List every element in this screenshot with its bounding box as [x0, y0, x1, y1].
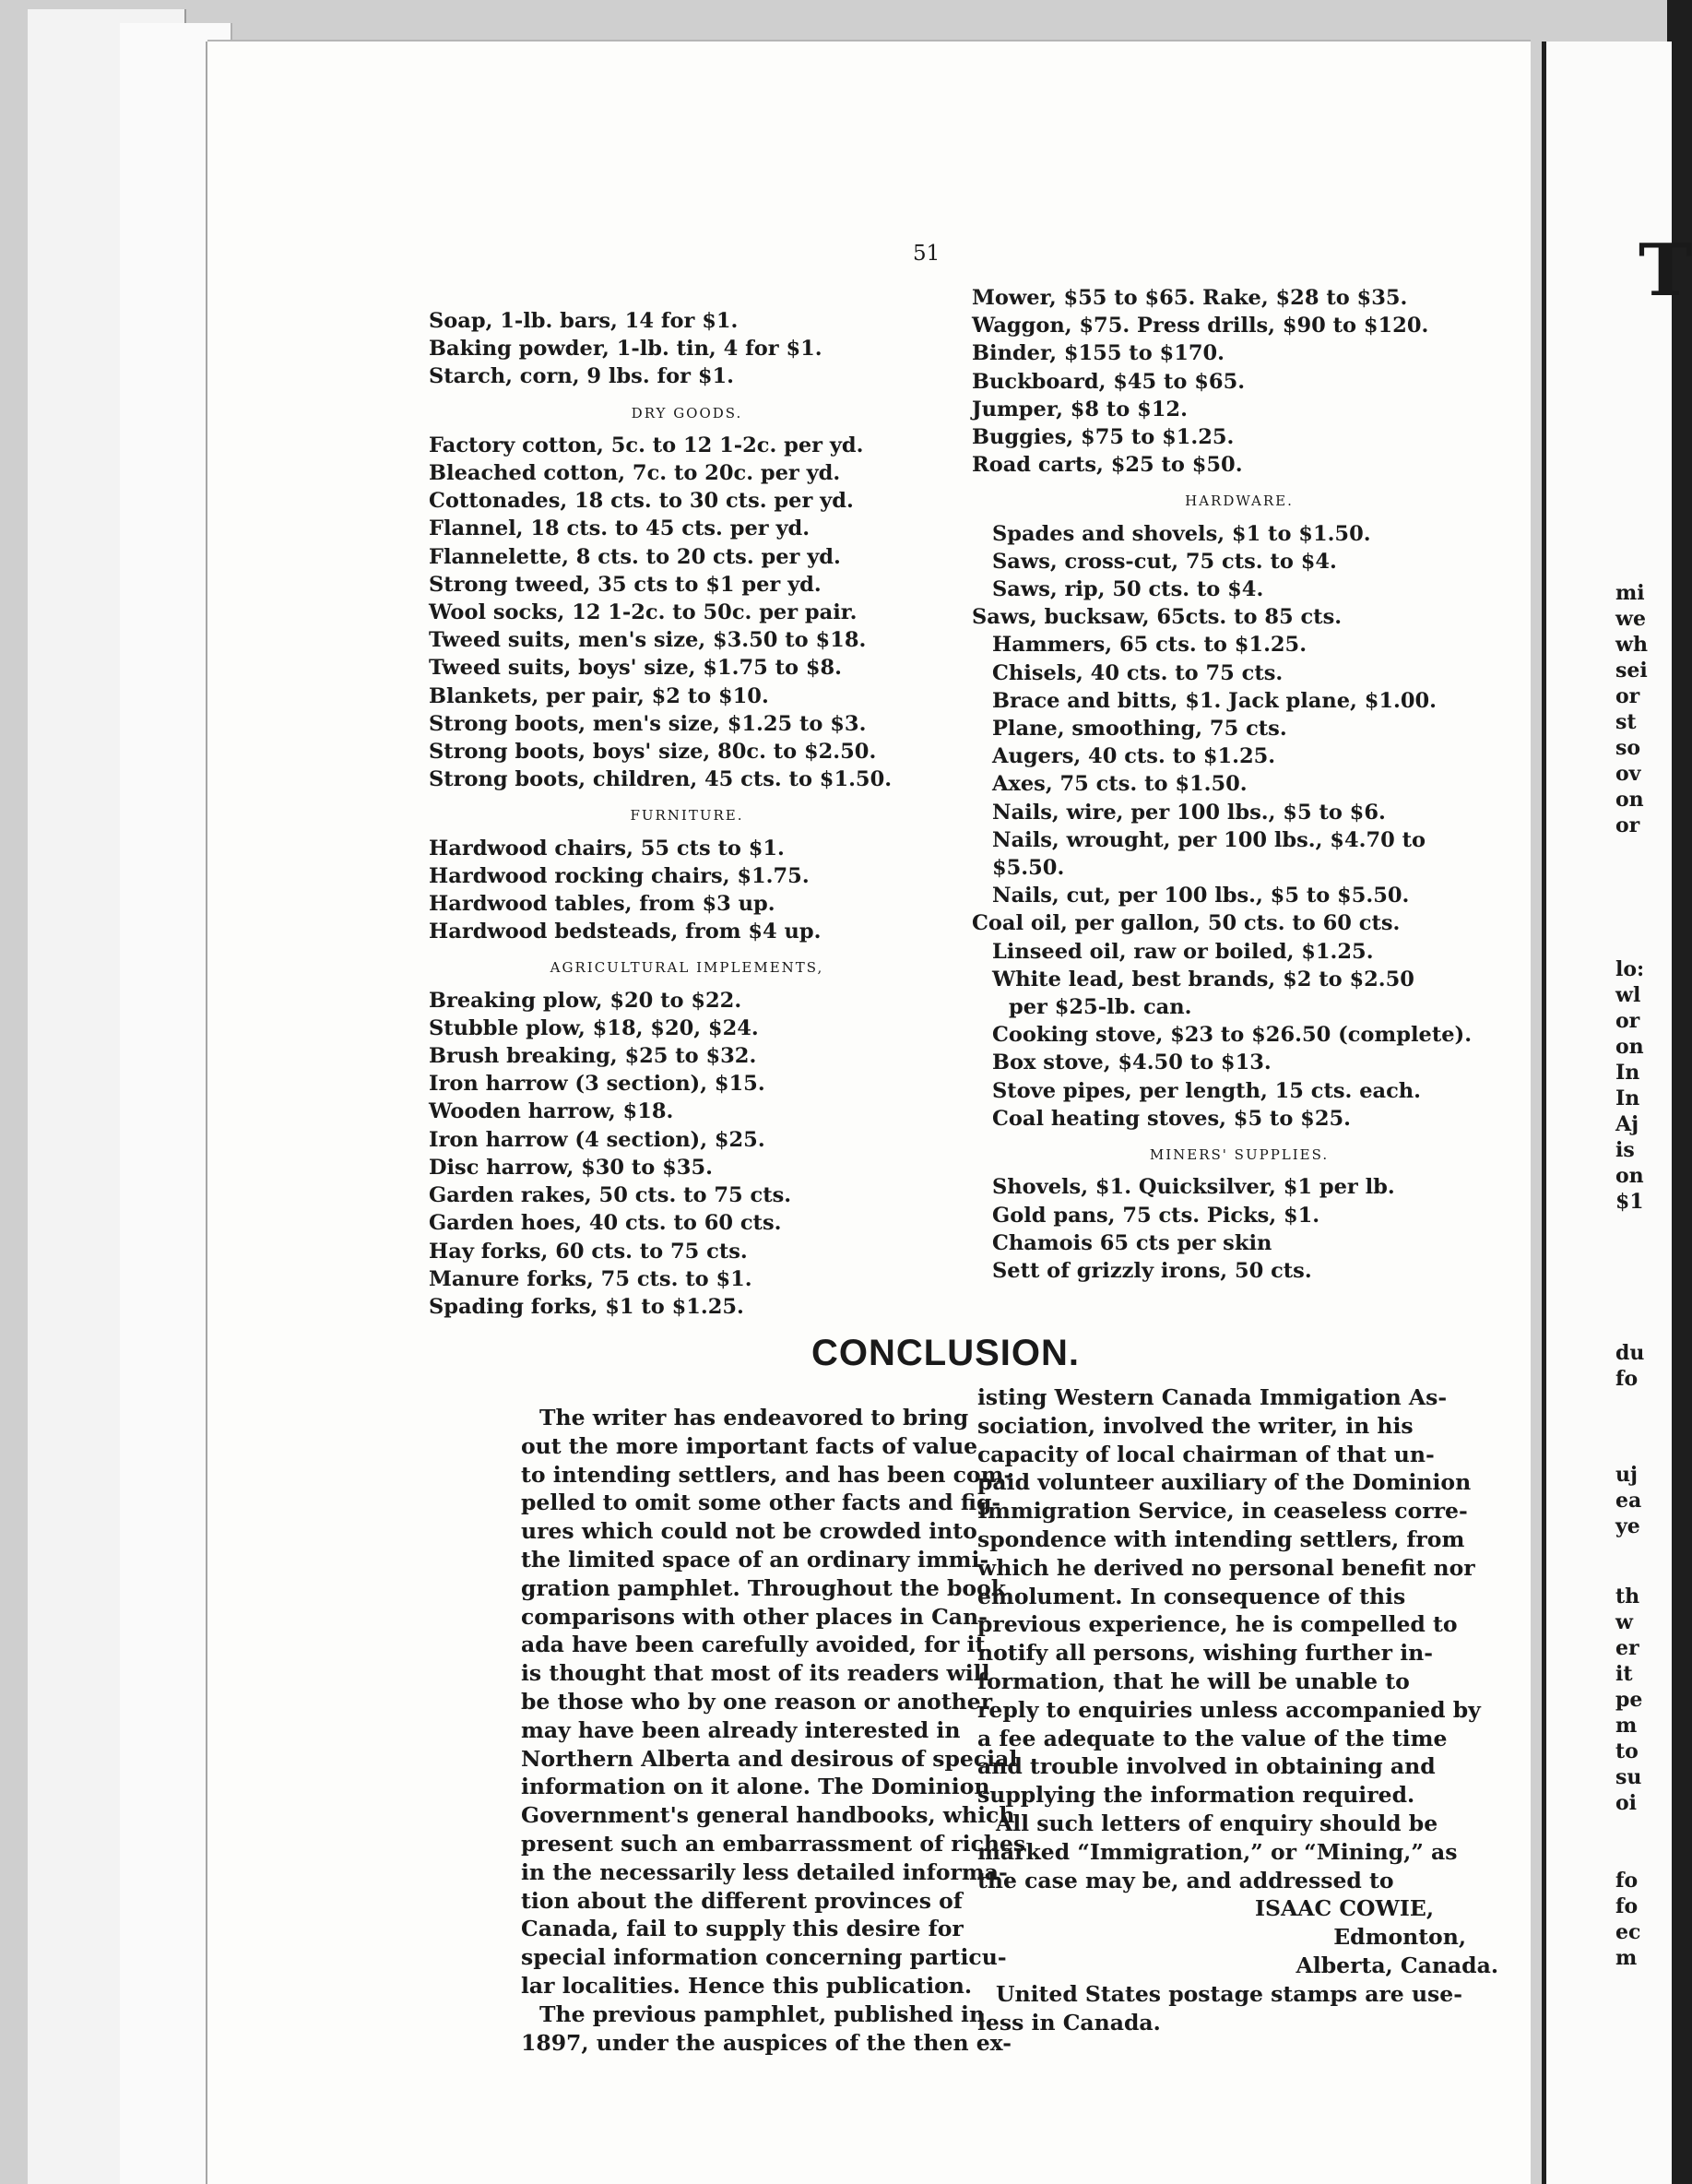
section-heading-miners-supplies: MINERS' SUPPLIES. [1149, 1146, 1330, 1164]
adjacent-page-text-fragment: m [1615, 1946, 1638, 1970]
adjacent-page-text-fragment: so [1615, 736, 1641, 760]
section-heading-hardware: HARDWARE. [1185, 493, 1294, 510]
list-item: Saws, rip, 50 cts. to $4. [992, 577, 1264, 602]
signature-name: ISAAC COWIE, [1255, 1895, 1434, 1922]
text-line: is thought that most of its readers will [521, 1660, 990, 1687]
list-item: Spades and shovels, $1 to $1.50. [992, 521, 1371, 546]
list-item: Linseed oil, raw or boiled, $1.25. [992, 939, 1374, 964]
list-item: Manure forks, 75 cts. to $1. [429, 1266, 752, 1291]
text-line: the limited space of an ordinary immi- [521, 1546, 989, 1573]
list-item: Shovels, $1. Quicksilver, $1 per lb. [992, 1175, 1395, 1200]
list-item: Baking powder, 1-lb. tin, 4 for $1. [429, 337, 822, 362]
text-line: present such an embarrassment of riches [521, 1830, 1026, 1857]
list-item: Gold pans, 75 cts. Picks, $1. [992, 1203, 1320, 1228]
list-item: Bleached cotton, 7c. to 20c. per yd. [429, 461, 841, 486]
list-item: Flannel, 18 cts. to 45 cts. per yd. [429, 516, 811, 541]
list-item: Cottonades, 18 cts. to 30 cts. per yd. [429, 489, 854, 514]
text-line: may have been already interested in [521, 1716, 961, 1743]
text-line: be those who by one reason or another [521, 1688, 993, 1715]
text-line: Northern Alberta and desirous of special [521, 1745, 1018, 1772]
text-line: emolument. In consequence of this [977, 1583, 1406, 1609]
text-line: paid volunteer auxiliary of the Dominion [977, 1469, 1472, 1496]
list-item: Flannelette, 8 cts. to 20 cts. per yd. [429, 544, 841, 569]
text-line: the case may be, and addressed to [977, 1867, 1394, 1893]
list-item: Starch, corn, 9 lbs. for $1. [429, 364, 735, 389]
conclusion-left-column [521, 1404, 1026, 2057]
list-item: Nails, wrought, per 100 lbs., $4.70 to [992, 827, 1426, 852]
adjacent-page-text-fragment: er [1615, 1636, 1639, 1660]
text-line: to intending settlers, and has been com- [521, 1461, 1013, 1488]
text-line: The writer has endeavored to bring [539, 1405, 969, 1430]
adjacent-page-text-fragment: on [1615, 1164, 1644, 1188]
text-line: lar localities. Hence this publication. [521, 1972, 973, 1999]
list-item: Spading forks, $1 to $1.25. [429, 1294, 744, 1319]
text-line: supplying the information required. [977, 1782, 1415, 1809]
adjacent-page-text-fragment: mi [1615, 581, 1645, 605]
list-item: Strong tweed, 35 cts to $1 per yd. [429, 572, 822, 597]
list-item: Blankets, per pair, $2 to $10. [429, 683, 769, 708]
list-item: Road carts, $25 to $50. [972, 453, 1243, 478]
adjacent-page-text-fragment: m [1615, 1714, 1638, 1738]
adjacent-page-text-fragment: ov [1615, 762, 1641, 786]
text-line: tion about the different provinces of [521, 1887, 963, 1914]
text-line: information on it alone. The Dominion [521, 1774, 990, 1800]
list-item: Nails, wire, per 100 lbs., $5 to $6. [992, 800, 1386, 825]
text-line: reply to enquiries unless accompanied by [977, 1696, 1481, 1723]
text-line: spondence with intending settlers, from [977, 1525, 1465, 1552]
adjacent-page-text-fragment: du [1615, 1341, 1645, 1365]
list-item: Iron harrow (3 section), $15. [429, 1072, 765, 1097]
list-item: Sett of grizzly irons, 50 cts. [992, 1258, 1312, 1283]
list-item: Factory cotton, 5c. to 12 1-2c. per yd. [429, 433, 864, 457]
text-line: and trouble involved in obtaining and [977, 1753, 1436, 1780]
text-line: sociation, involved the writer, in his [977, 1412, 1414, 1439]
list-item: Buckboard, $45 to $65. [972, 369, 1246, 394]
list-item: Hardwood rocking chairs, $1.75. [429, 863, 810, 888]
list-item: Buggies, $75 to $1.25. [972, 425, 1235, 450]
list-item: Plane, smoothing, 75 cts. [992, 717, 1287, 742]
list-item: Strong boots, boys' size, 80c. to $2.50. [429, 740, 877, 765]
adjacent-page-text-fragment: to [1615, 1739, 1639, 1763]
list-item: Hammers, 65 cts. to $1.25. [992, 633, 1307, 658]
adjacent-page-text-fragment: th [1615, 1585, 1640, 1608]
list-item: Garden rakes, 50 cts. to 75 cts. [429, 1183, 792, 1208]
list-item: White lead, best brands, $2 to $2.50 [992, 967, 1414, 991]
list-item: Coal heating stoves, $5 to $25. [992, 1106, 1351, 1131]
text-line: out the more important facts of value [521, 1432, 978, 1459]
adjacent-page-text-fragment: fo [1615, 1869, 1639, 1893]
list-item: Strong boots, men's size, $1.25 to $3. [429, 711, 867, 736]
adjacent-page-text-fragment: or [1615, 684, 1640, 708]
conclusion-right-column [977, 1383, 1498, 2036]
list-item: Stove pipes, per length, 15 cts. each. [992, 1078, 1421, 1103]
list-item: Brush breaking, $25 to $32. [429, 1044, 757, 1069]
section-heading-dry-goods: DRY GOODS. [631, 404, 743, 421]
adjacent-page-text-fragment: is [1615, 1138, 1635, 1162]
text-line: Immigration Service, in ceaseless corre- [977, 1498, 1468, 1525]
postscript-line: United States postage stamps are use- [996, 1980, 1462, 2007]
adjacent-page-text-fragment: ec [1615, 1920, 1641, 1944]
list-item: Hardwood tables, from $3 up. [429, 892, 775, 917]
list-item: Binder, $155 to $170. [972, 341, 1225, 366]
text-line: ures which could not be crowded into [521, 1518, 977, 1545]
list-item: Cooking stove, $23 to $26.50 (complete). [992, 1023, 1473, 1048]
text-line: formation, that he will be unable to [977, 1668, 1410, 1694]
text-line: 1897, under the auspices of the then ex- [521, 2029, 1012, 2056]
adjacent-page-text-fragment: In [1615, 1061, 1640, 1085]
text-line: Government's general handbooks, which [521, 1802, 1015, 1829]
adjacent-page-text-fragment: on [1615, 788, 1644, 812]
adjacent-page-text-fragment: $1 [1615, 1190, 1644, 1214]
list-item: Chisels, 40 cts. to 75 cts. [992, 660, 1284, 685]
list-item: Box stove, $4.50 to $13. [992, 1050, 1272, 1075]
text-line: gration pamphlet. Throughout the book [521, 1574, 1007, 1601]
list-item: Hay forks, 60 cts. to 75 cts. [429, 1239, 748, 1264]
right-price-column [972, 284, 1507, 1285]
list-item: Tweed suits, men's size, $3.50 to $18. [429, 628, 867, 653]
text-line: in the necessarily less detailed informa- [521, 1858, 1008, 1885]
adjacent-page-text-fragment: uj [1615, 1463, 1638, 1487]
signature-city: Edmonton, [1333, 1924, 1466, 1951]
list-item: Hardwood bedsteads, from $4 up. [429, 920, 822, 944]
list-item: Augers, 40 cts. to $1.25. [992, 744, 1276, 769]
list-item: Soap, 1-lb. bars, 14 for $1. [429, 309, 739, 333]
text-line: isting Western Canada Immigation As- [977, 1384, 1448, 1410]
conclusion-heading: CONCLUSION. [811, 1333, 1080, 1373]
list-item: Iron harrow (4 section), $25. [429, 1127, 765, 1152]
section-heading-furniture: FURNITURE. [630, 807, 744, 825]
adjacent-page-text-fragment: it [1615, 1662, 1633, 1686]
text-line: ada have been carefully avoided, for it [521, 1632, 986, 1658]
adjacent-page-text-fragment: on [1615, 1035, 1644, 1059]
signature-province: Alberta, Canada. [1296, 1952, 1498, 1978]
list-item: Chamois 65 cts per skin [992, 1230, 1272, 1255]
adjacent-page-text-fragment: ye [1615, 1514, 1640, 1538]
list-item: Coal oil, per gallon, 50 cts. to 60 cts. [972, 911, 1401, 936]
list-item: Breaking plow, $20 to $22. [429, 988, 742, 1013]
adjacent-page-text-fragment: or [1615, 1009, 1640, 1033]
list-item: Jumper, $8 to $12. [972, 397, 1188, 421]
adjacent-page-text-fragment: w [1615, 1610, 1633, 1634]
list-item: Saws, cross-cut, 75 cts. to $4. [992, 549, 1337, 574]
adjacent-page-text-fragment: su [1615, 1765, 1642, 1789]
adjacent-page-text-fragment: we [1615, 607, 1646, 631]
adjacent-page-text-fragment: fo [1615, 1894, 1639, 1918]
text-line: which he derived no personal benefit nor [977, 1554, 1475, 1581]
text-line: previous experience, he is compelled to [977, 1611, 1458, 1638]
text-line: Canada, fail to supply this desire for [521, 1916, 964, 1942]
adjacent-page-text-fragment: Aj [1615, 1112, 1639, 1136]
list-item: Nails, cut, per 100 lbs., $5 to $5.50. [992, 884, 1410, 908]
text-line: All such letters of enquiry should be [996, 1810, 1438, 1836]
adjacent-page [1542, 42, 1692, 2184]
section-heading-agricultural: AGRICULTURAL IMPLEMENTS, [550, 959, 824, 977]
list-item: Hardwood chairs, 55 cts to $1. [429, 836, 785, 861]
adjacent-page-text-fragment: pe [1615, 1688, 1643, 1712]
text-line: notify all persons, wishing further in- [977, 1640, 1433, 1667]
adjacent-page-text-fragment: oi [1615, 1791, 1638, 1815]
left-price-column [429, 307, 945, 1321]
adjacent-page-text-fragment: wl [1615, 983, 1641, 1007]
adjacent-page-initial: T [1639, 229, 1692, 313]
list-item: Saws, bucksaw, 65cts. to 85 cts. [972, 605, 1343, 630]
text-line: capacity of local chairman of that un- [977, 1441, 1435, 1467]
adjacent-page-text-fragment: or [1615, 813, 1640, 837]
page-number: 51 [913, 242, 941, 266]
list-item: Axes, 75 cts. to $1.50. [992, 772, 1248, 797]
adjacent-page-text-fragment: lo: [1615, 957, 1645, 981]
list-item: Strong boots, children, 45 cts. to $1.50. [429, 767, 893, 792]
list-item: Mower, $55 to $65. Rake, $28 to $35. [972, 286, 1408, 310]
list-item: Stubble plow, $18, $20, $24. [429, 1015, 759, 1040]
list-item: Disc harrow, $30 to $35. [429, 1155, 713, 1180]
postscript-line: less in Canada. [977, 2009, 1161, 2036]
adjacent-page-text-fragment: sei [1615, 659, 1648, 682]
text-line: The previous pamphlet, published in [539, 2000, 986, 2027]
adjacent-page-text-fragment: ea [1615, 1489, 1642, 1513]
text-line: pelled to omit some other facts and fig- [521, 1490, 1001, 1516]
list-item: Wool socks, 12 1-2c. to 50c. per pair. [429, 600, 858, 625]
list-item: Brace and bitts, $1. Jack plane, $1.00. [992, 688, 1438, 713]
list-item: Wooden harrow, $18. [429, 1099, 674, 1124]
adjacent-page-text-fragment: wh [1615, 633, 1648, 657]
list-item: Garden hoes, 40 cts. to 60 cts. [429, 1211, 782, 1236]
adjacent-page-text-fragment: In [1615, 1086, 1640, 1110]
list-item: $5.50. [992, 856, 1065, 881]
list-item: Waggon, $75. Press drills, $90 to $120. [972, 314, 1429, 338]
text-line: marked “Immigration,” or “Mining,” as [977, 1838, 1458, 1865]
adjacent-page-text-fragment: fo [1615, 1367, 1639, 1391]
list-item: per $25-lb. can. [1009, 995, 1192, 1020]
list-item: Tweed suits, boys' size, $1.75 to $8. [429, 656, 842, 681]
text-line: comparisons with other places in Can- [521, 1603, 988, 1630]
adjacent-page-text-fragment: st [1615, 710, 1637, 734]
text-line: special information concerning particu- [521, 1944, 1007, 1971]
text-line: a fee adequate to the value of the time [977, 1725, 1448, 1751]
